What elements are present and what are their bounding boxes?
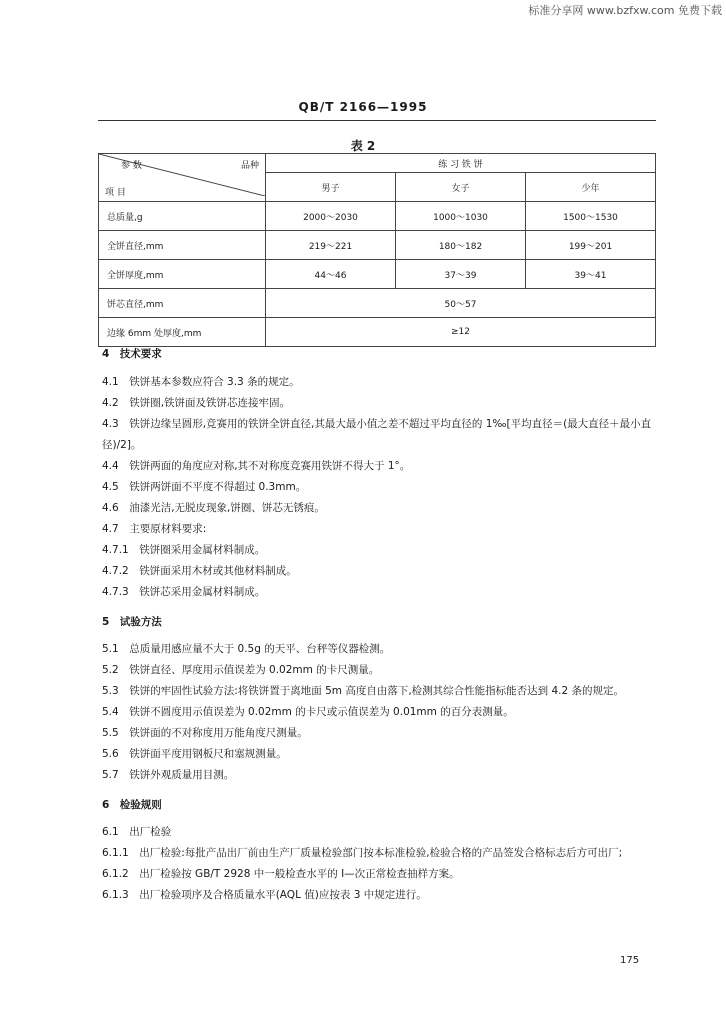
body-text bbox=[102, 344, 658, 906]
header-rule bbox=[98, 120, 656, 121]
clause: 5.3 铁饼的牢固性试验方法:将铁饼置于离地面 5m 高度自由落下,检测其综合性能指标能否达到 4.2 条的规定。 bbox=[102, 685, 625, 697]
cell: 37～39 bbox=[396, 260, 526, 289]
clause: 6.1.2 出厂检验按 GB/T 2928 中一般检查水平的 Ⅰ—次正常检查抽样方案。 bbox=[102, 868, 460, 880]
row-label: 边缘 6mm 处厚度,mm bbox=[99, 318, 266, 347]
clause: 4.7.1 铁饼圈采用金属材料制成。 bbox=[102, 544, 266, 556]
table-row bbox=[99, 202, 656, 231]
spec-table bbox=[98, 153, 656, 347]
row-label: 全饼直径,mm bbox=[99, 231, 266, 260]
table-corner-cell bbox=[99, 154, 266, 202]
table-row bbox=[99, 289, 656, 318]
merged-cell: 50～57 bbox=[266, 289, 656, 318]
clause: 4.2 铁饼圈,铁饼面及铁饼芯连接牢固。 bbox=[102, 397, 291, 409]
cell: 39～41 bbox=[526, 260, 656, 289]
cell: 219～221 bbox=[266, 231, 396, 260]
cell: 44～46 bbox=[266, 260, 396, 289]
section-heading: 6 检验规则 bbox=[102, 799, 162, 811]
corner-label-params: 参 数 bbox=[121, 161, 142, 171]
row-label: 全饼厚度,mm bbox=[99, 260, 266, 289]
clause: 4.7 主要原材料要求: bbox=[102, 523, 207, 535]
table-row bbox=[99, 260, 656, 289]
table-title: 表 2 bbox=[350, 139, 376, 153]
page-number: 175 bbox=[620, 955, 640, 966]
table-row bbox=[99, 231, 656, 260]
cell: 1000～1030 bbox=[396, 202, 526, 231]
clause: 5.2 铁饼直径、厚度用示值误差为 0.02mm 的卡尺测量。 bbox=[102, 664, 380, 676]
merged-cell: ≥12 bbox=[266, 318, 656, 347]
column-header: 女子 bbox=[396, 173, 526, 202]
cell: 2000～2030 bbox=[266, 202, 396, 231]
clause: 4.5 铁饼两饼面不平度不得超过 0.3mm。 bbox=[102, 481, 307, 493]
clause: 6.1 出厂检验 bbox=[102, 826, 172, 838]
corner-label-item: 项 目 bbox=[105, 188, 126, 198]
section-heading: 4 技术要求 bbox=[102, 348, 162, 360]
cell: 180～182 bbox=[396, 231, 526, 260]
row-label: 总质量,g bbox=[99, 202, 266, 231]
clause: 4.4 铁饼两面的角度应对称,其不对称度竞赛用铁饼不得大于 1°。 bbox=[102, 460, 411, 472]
clause: 5.4 铁饼不圆度用示值误差为 0.02mm 的卡尺或示值误差为 0.01mm 的百分表测量。 bbox=[102, 706, 514, 718]
table-row bbox=[99, 318, 656, 347]
column-header: 少年 bbox=[526, 173, 656, 202]
clause: 4.3 铁饼边缘呈圆形,竞赛用的铁饼全饼直径,其最大最小值之差不超过平均直径的 1‰[平均直径＝(最大直径＋最小直径)/2]。 bbox=[102, 418, 652, 451]
clause: 5.1 总质量用感应量不大于 0.5g 的天平、台秤等仪器检测。 bbox=[102, 643, 391, 655]
cell: 199～201 bbox=[526, 231, 656, 260]
clause: 6.1.1 出厂检验:每批产品出厂前由生产厂质量检验部门按本标准检验,检验合格的产品签发合格标志后方可出厂; bbox=[102, 847, 623, 859]
clause: 5.5 铁饼面的不对称度用万能角度尺测量。 bbox=[102, 727, 308, 739]
clause: 4.7.3 铁饼芯采用金属材料制成。 bbox=[102, 586, 266, 598]
watermark: 标准分享网 www.bzfxw.com 免费下载 bbox=[528, 4, 722, 17]
standard-code-header: QB/T 2166—1995 bbox=[298, 100, 428, 114]
clause: 5.7 铁饼外观质量用目测。 bbox=[102, 769, 235, 781]
clause: 5.6 铁饼面平度用钢板尺和塞规测量。 bbox=[102, 748, 287, 760]
clause: 4.1 铁饼基本参数应符合 3.3 条的规定。 bbox=[102, 376, 300, 388]
cell: 1500～1530 bbox=[526, 202, 656, 231]
corner-label-variety: 品种 bbox=[240, 161, 259, 171]
group-header: 练 习 铁 饼 bbox=[266, 154, 656, 173]
row-label: 饼芯直径,mm bbox=[99, 289, 266, 318]
clause: 4.7.2 铁饼面采用木材或其他材料制成。 bbox=[102, 565, 297, 577]
column-header: 男子 bbox=[266, 173, 396, 202]
clause: 6.1.3 出厂检验项序及合格质量水平(AQL 值)应按表 3 中规定进行。 bbox=[102, 889, 427, 901]
section-heading: 5 试验方法 bbox=[102, 616, 162, 628]
clause: 4.6 油漆光洁,无脱皮现象,饼圈、饼芯无锈痕。 bbox=[102, 502, 325, 514]
